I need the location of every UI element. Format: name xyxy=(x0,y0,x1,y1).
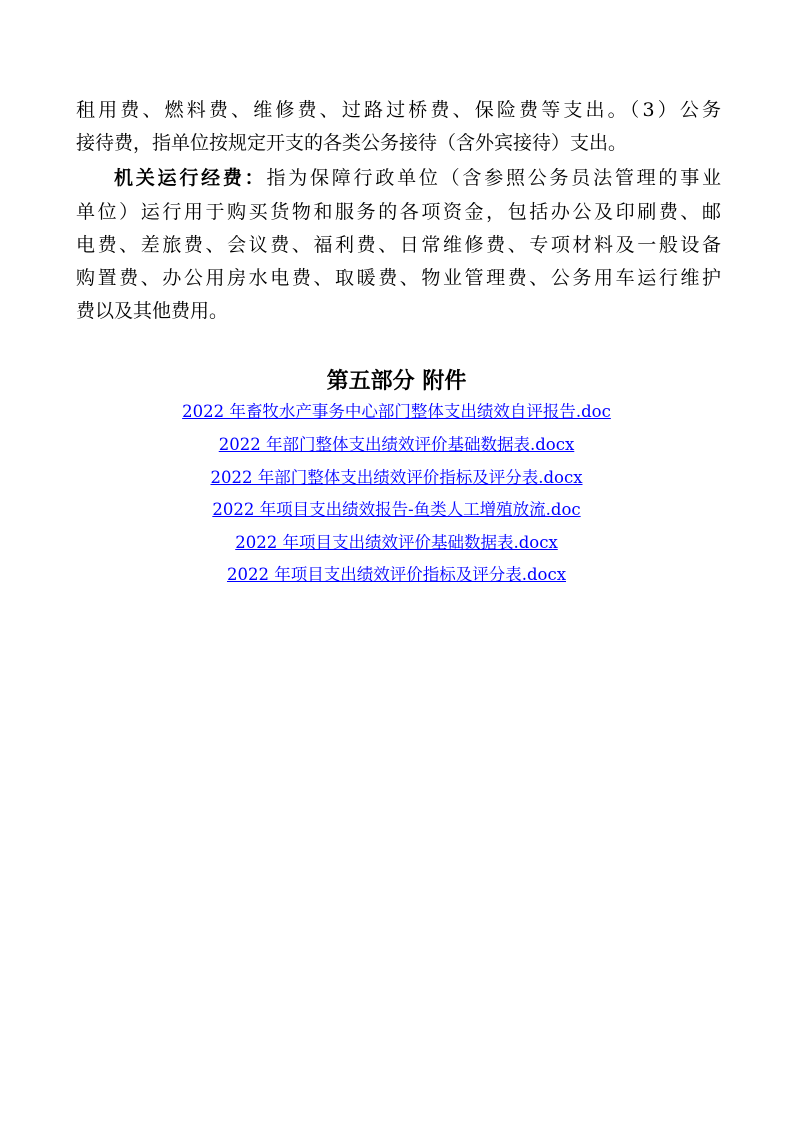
body-paragraph-line: 单位）运行用于购买货物和服务的各项资金，包括办公及印刷费、邮 xyxy=(76,201,721,223)
attachment-link[interactable]: 2022 年项目支出绩效评价基础数据表.docx xyxy=(235,533,558,552)
attachment-link[interactable]: 2022 年部门整体支出绩效评价基础数据表.docx xyxy=(218,435,575,454)
body-paragraph-line: 购置费、办公用房水电费、取暖费、物业管理费、公务用车运行维护 xyxy=(76,267,721,289)
attachment-link[interactable]: 2022 年项目支出绩效报告-鱼类人工增殖放流.doc xyxy=(212,500,581,519)
definition-term: 机关运行经费： xyxy=(114,167,267,189)
body-paragraph-line: 接待费，指单位按规定开支的各类公务接待（含外宾接待）支出。 xyxy=(76,132,628,154)
body-paragraph-line: 租用费、燃料费、维修费、过路过桥费、保险费等支出。（3）公务 xyxy=(76,99,721,121)
attachment-link[interactable]: 2022 年畜牧水产事务中心部门整体支出绩效自评报告.doc xyxy=(182,402,611,421)
section-title: 第五部分 附件 xyxy=(326,369,467,394)
definition-paragraph-first-line xyxy=(114,165,721,191)
body-paragraph-line: 费以及其他费用。 xyxy=(76,300,229,322)
attachment-link[interactable]: 2022 年部门整体支出绩效评价指标及评分表.docx xyxy=(210,468,583,487)
body-paragraph-line: 电费、差旅费、会议费、福利费、日常维修费、专项材料及一般设备 xyxy=(76,234,721,256)
attachment-link[interactable]: 2022 年项目支出绩效评价指标及评分表.docx xyxy=(226,565,567,584)
definition-text: 指为保障行政单位（含参照公务员法管理的事业 xyxy=(266,167,721,189)
